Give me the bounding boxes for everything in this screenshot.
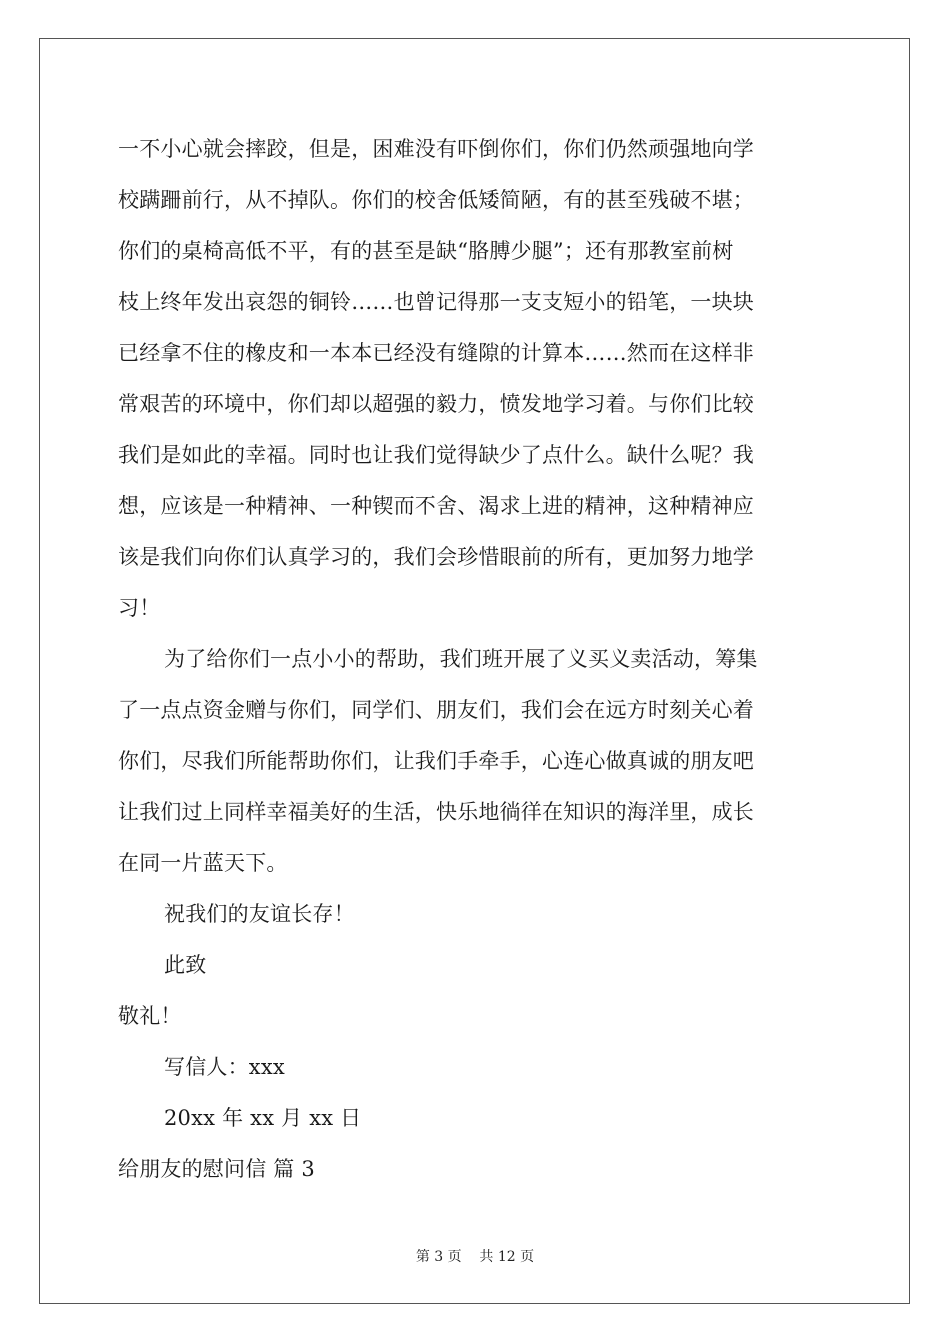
text-line: 你们，尽我们所能帮助你们，让我们手牵手，心连心做真诚的朋友吧: [118, 749, 754, 773]
text-line: 该是我们向你们认真学习的，我们会珍惜眼前的所有，更加努力地学: [118, 545, 754, 569]
text-line: 常艰苦的环境中，你们却以超强的毅力，愤发地学习着。与你们比较: [118, 392, 754, 416]
text-line: 了一点点资金赠与你们，同学们、朋友们，我们会在远方时刻关心着: [118, 698, 754, 722]
page-footer: 第 3 页 共 12 页: [415, 1249, 535, 1265]
date-line: 20xx 年 xx 月 xx 日: [164, 1106, 362, 1130]
closing-line: 此致: [164, 953, 207, 977]
text-line: 你们的桌椅高低不平，有的甚至是缺“胳膊少腿”；还有那教室前树: [118, 239, 734, 263]
text-line: 让我们过上同样幸福美好的生活，快乐地徜徉在知识的海洋里，成长: [118, 800, 754, 824]
text-line: 想，应该是一种精神、一种锲而不舍、渴求上进的精神，这种精神应: [118, 494, 754, 518]
text-line: 一不小心就会摔跤，但是，困难没有吓倒你们，你们仍然顽强地向学: [118, 137, 754, 161]
letter-body: [118, 124, 834, 1195]
paragraph-help: [118, 634, 834, 889]
text-line: 校蹒跚前行，从不掉队。你们的校舍低矮简陋，有的甚至残破不堪；: [118, 188, 754, 212]
signer-line: 写信人：xxx: [164, 1055, 285, 1079]
text-line: 为了给你们一点小小的帮助，我们班开展了义买义卖活动，筹集: [164, 647, 758, 671]
next-letter-title: 给朋友的慰问信 篇 3: [118, 1157, 315, 1181]
text-line: 已经拿不住的橡皮和一本本已经没有缝隙的计算本……然而在这样非: [118, 341, 754, 365]
text-line: 我们是如此的幸福。同时也让我们觉得缺少了点什么。缺什么呢？我: [118, 443, 754, 467]
paragraph-hardship: [118, 124, 834, 634]
text-line: 习！: [118, 596, 161, 620]
text-line: 枝上终年发出哀怨的铜铃……也曾记得那一支支短小的铅笔，一块块: [118, 290, 754, 314]
text-line: 在同一片蓝天下。: [118, 851, 288, 875]
wish-line: 祝我们的友谊长存！: [164, 902, 355, 926]
salute-line: 敬礼！: [118, 1004, 182, 1028]
